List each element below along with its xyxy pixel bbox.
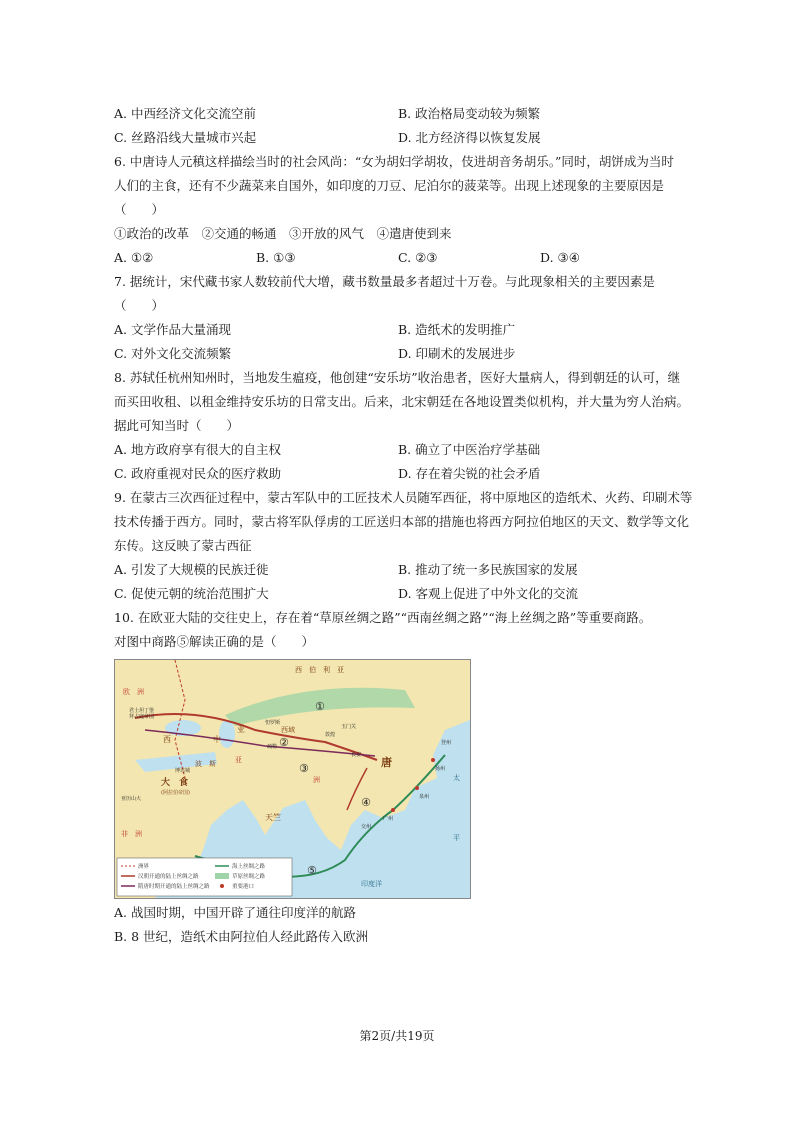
label-zhou: 洲 (313, 776, 320, 784)
q6-stem-line-1: 6. 中唐诗人元稹这样描绘当时的社会风尚：“女为胡妇学胡妆，伎进胡音务胡乐。”同时，胡饼成为当时 (114, 154, 674, 169)
label-ya: 亚 (235, 756, 242, 764)
city-yumen: 玉门关 (341, 724, 357, 730)
label-tianzhu: 天竺 (265, 813, 281, 822)
legend-grass-swatch (215, 873, 229, 879)
q6-option-b: B. ①③ (256, 250, 296, 265)
city-quanzhou: 泉州 (419, 794, 430, 800)
q6-answer-bracket: （ ） (114, 202, 165, 217)
q9-option-a: A. 引发了大规模的民族迁徙 (114, 562, 269, 577)
label-xiyu: 西域 (281, 726, 295, 734)
city-byzantine: 拜占庭帝国 (129, 714, 155, 720)
legend-grass-label: 草原丝绸之路 (232, 874, 266, 880)
q5-option-d: D. 北方经济得以恢复发展 (398, 130, 541, 145)
route-marker-3: ③ (299, 762, 309, 775)
q8-stem-line-3: 据此可知当时（ ） (114, 418, 240, 433)
port-quanzhou (415, 786, 419, 790)
q9-option-b: B. 推动了统一多民族国家的发展 (398, 562, 578, 577)
city-guangzhou: 广州 (383, 816, 394, 822)
q7-option-b: B. 造纸术的发明推广 (398, 322, 516, 337)
route-marker-2: ② (279, 736, 289, 749)
q5-option-c: C. 丝路沿线大量城市兴起 (114, 130, 257, 145)
q8-stem-line-2: 而买田收租、以租金维持安乐坊的日常支出。后来，北宋朝廷在各地设置类似机构，并大量为穷人治病。 (114, 394, 690, 409)
q7-answer-bracket: （ ） (114, 298, 165, 313)
label-tang: 唐 (381, 756, 392, 769)
route-marker-1: ① (315, 700, 325, 713)
legend-port-swatch (220, 884, 224, 888)
city-yangzhou: 扬州 (435, 766, 446, 772)
city-kashgar: 疏勒 (267, 744, 278, 750)
port-yangzhou (431, 758, 435, 762)
city-jiaozhou: 交州 (361, 824, 372, 830)
q5-option-b: B. 政治格局变动较为频繁 (398, 106, 541, 121)
city-baghdad: 博达城 (175, 768, 191, 774)
label-west-asia: 西 (163, 735, 171, 744)
q9-stem-line-2: 技术传播于西方。同时，蒙古将军队俘虏的工匠送归本部的措施也将西方阿拉伯地区的天文、数学等文化 (114, 514, 690, 529)
q8-option-b: B. 确立了中医治疗学基础 (398, 442, 541, 457)
q6-option-a: A. ①② (114, 250, 154, 265)
q8-option-d: D. 存在着尖锐的社会矛盾 (398, 466, 541, 481)
route-marker-5: ⑤ (307, 864, 317, 877)
q6-option-d: D. ③④ (540, 250, 580, 265)
route-marker-4: ④ (361, 796, 371, 809)
city-talas: 怛罗斯 (265, 720, 281, 726)
port-guangzhou (391, 808, 395, 812)
q9-stem-line-1: 9. 在蒙古三次西征过程中，蒙古军队中的工匠技术人员随军西征，将中原地区的造纸术、火药、印刷术等 (114, 490, 693, 505)
q10-option-b: B. 8 世纪，造纸术由阿拉伯人经此路传入欧洲 (114, 929, 369, 944)
label-africa: 非 洲 (121, 830, 142, 838)
q6-choices: ①政治的改革 ②交通的畅通 ③开放的风气 ④遣唐使到来 (114, 226, 452, 241)
label-dashi-sub: (阿拉伯帝国) (161, 790, 190, 796)
label-europe: 欧 洲 (123, 688, 144, 696)
q9-option-d: D. 客观上促进了中外文化的交流 (398, 586, 579, 601)
city-dunhuang: 敦煌 (325, 732, 336, 738)
q10-stem-line-2: 对图中商路⑤解读正确的是（ ） (114, 634, 315, 649)
city-alexandria: 亚历山大 (121, 796, 142, 802)
q10-stem-line-1: 10. 在欧亚大陆的交往史上，存在着“草原丝绸之路”“西南丝绸之路”“海上丝绸之路”等重要商路。 (114, 610, 652, 625)
legend-port-label: 重要港口 (232, 884, 255, 890)
q8-option-c: C. 政府重视对民众的医疗救助 (114, 466, 282, 481)
q5-option-a: A. 中西经济文化交流空前 (114, 106, 256, 121)
q9-option-c: C. 促使元朝的统治范围扩大 (114, 586, 269, 601)
legend-han-label: 汉朝开通的陆上丝绸之路 (138, 874, 199, 880)
label-indian-ocean: 印度洋 (361, 880, 382, 888)
legend-suitang-label: 隋唐时期开通的陆上丝绸之路 (138, 884, 210, 890)
label-siberia: 西 伯 利 亚 (295, 666, 344, 674)
q7-option-d: D. 印刷术的发展进步 (398, 346, 516, 361)
silk-road-map (114, 659, 471, 899)
q8-stem-line-1: 8. 苏轼任杭州知州时，当地发生瘟疫，他创建“安乐坊”收治患者，医好大量病人，得到朝廷的认可，继 (114, 370, 681, 385)
map-caspian-sea (219, 720, 235, 748)
q8-option-a: A. 地方政府享有很大的自主权 (114, 442, 281, 457)
q7-stem-line-1: 7. 据统计，宋代藏书家人数较前代大增，藏书数量最多者超过十万卷。与此现象相关的主要因素是 (114, 274, 655, 289)
city-changan: 长安 (351, 752, 362, 758)
city-dengzhou: 登州 (441, 740, 452, 746)
q6-stem-line-2: 人们的主食，还有不少蔬菜来自国外，如印度的刀豆、尼泊尔的菠菜等。出现上述现象的主要原因是 (114, 178, 665, 193)
q6-option-c: C. ②③ (398, 250, 438, 265)
legend-border-label: 洲界 (138, 864, 150, 870)
label-taiping: 太 (453, 774, 460, 782)
q10-option-a: A. 战国时期，中国开辟了通往印度洋的航路 (114, 905, 356, 920)
legend-sea-label: 海上丝绸之路 (232, 864, 266, 870)
q7-option-c: C. 对外文化交流频繁 (114, 346, 232, 361)
label-persia: 波 斯 (195, 760, 216, 768)
label-middle-asia: 中 (213, 735, 221, 744)
label-asia: 亚 (237, 725, 245, 734)
q9-stem-line-3: 东传。这反映了蒙古西征 (114, 538, 252, 553)
label-pingyang: 平 (453, 834, 460, 842)
label-dashi: 大 食 (161, 778, 189, 788)
page-footer: 第2页/共19页 (359, 1029, 435, 1043)
city-constantinople: 君士坦丁堡 (129, 708, 155, 714)
q7-option-a: A. 文学作品大量涌现 (114, 322, 231, 337)
